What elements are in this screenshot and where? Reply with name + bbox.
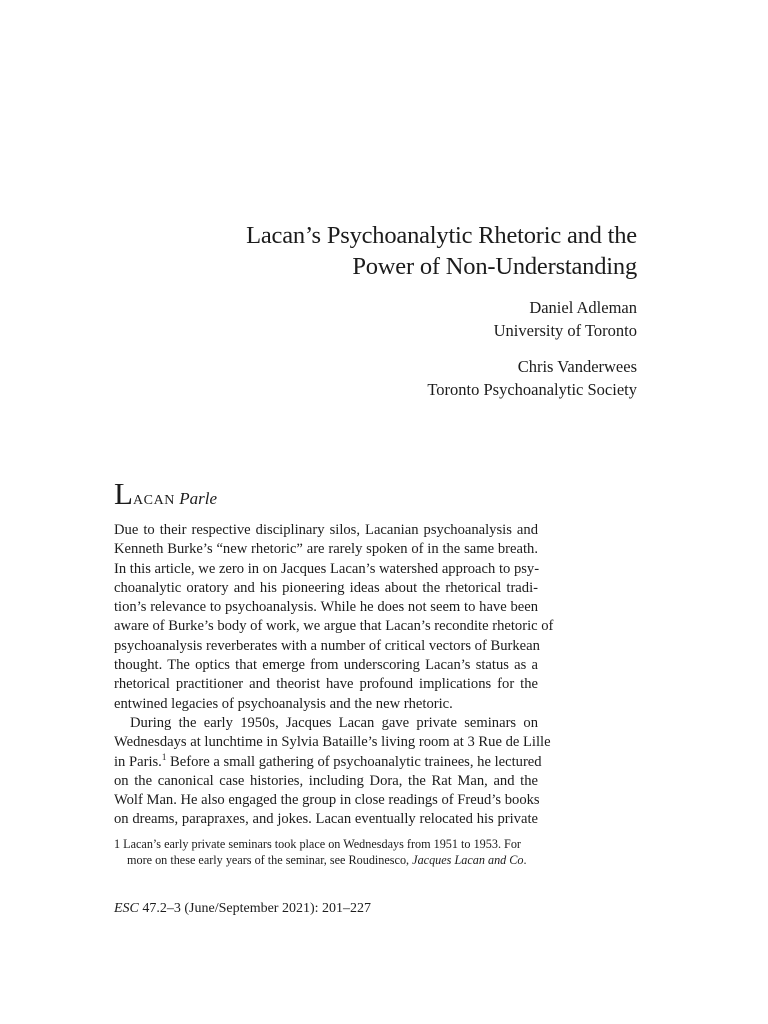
body-line: choanalytic oratory and his pioneering ideas about the rhetorical tradi- [114, 579, 538, 596]
author-affiliation: University of Toronto [493, 321, 637, 340]
body-line-text: in Paris. [114, 753, 162, 770]
body-line: on the canonical case histories, including Dora, the Rat Man, and the [114, 772, 538, 789]
body-line: Due to their respective disciplinary silos, Lacanian psychoanalysis and [114, 522, 538, 538]
section-heading-italic: Parle [179, 489, 218, 508]
body-line: aware of Burke’s body of work, we argue that Lacan’s recondite rhetoric of [114, 618, 554, 635]
paragraph-2 [114, 714, 551, 830]
author-affiliation: Toronto Psychoanalytic Society [427, 380, 637, 399]
body-line: psychoanalysis reverberates with a number of critical vectors of Burkean [114, 637, 540, 654]
body-line [114, 751, 542, 772]
body-text [114, 521, 554, 830]
article-title-line-1: Lacan’s Psychoanalytic Rhetoric and the [246, 222, 637, 249]
footnote-line: 1 Lacan’s early private seminars took place on Wednesdays from 1951 to 1953. For [114, 837, 521, 851]
article-header [180, 220, 637, 401]
section-heading-initial: L [114, 476, 133, 511]
body-line: rhetorical practitioner and theorist have profound implications for the [114, 676, 538, 693]
journal-name: ESC [114, 901, 139, 916]
footnote-book-title: Jacques Lacan and Co [412, 853, 524, 868]
author-1 [180, 296, 637, 342]
body-line: on dreams, parapraxes, and jokes. Lacan eventually relocated his private [114, 811, 538, 828]
paragraph-1 [114, 521, 554, 714]
article-title-line-2: Power of Non-Understanding [352, 253, 637, 280]
body-line: Wolf Man. He also engaged the group in close readings of Freud’s books [114, 792, 540, 809]
body-line: tion’s relevance to psychoanalysis. While he does not seem to have been [114, 599, 538, 616]
author-name: Daniel Adleman [529, 298, 637, 317]
footnote-line [114, 852, 538, 868]
section-heading [114, 478, 217, 517]
section-heading-smallcaps: ACAN [132, 493, 176, 508]
body-line: During the early 1950s, Jacques Lacan gave private seminars on [130, 714, 538, 731]
body-line: thought. The optics that emerge from underscoring Lacan’s status as a [114, 657, 538, 674]
footnote [114, 836, 538, 869]
author-name: Chris Vanderwees [517, 357, 637, 376]
footnote-text: more on these early years of the seminar, see Roudinesco, [127, 853, 413, 868]
footnote-marker[interactable]: 1 [161, 751, 167, 762]
footnote-text: . [523, 853, 527, 868]
body-line: In this article, we zero in on Jacques Lacan’s watershed approach to psy- [114, 560, 540, 577]
journal-citation [114, 900, 371, 918]
citation-details: 47.2–3 (June/September 2021): 201–227 [138, 901, 372, 916]
body-line: Wednesdays at lunchtime in Sylvia Bataille’s living room at 3 Rue de Lille [114, 734, 551, 751]
body-line: entwined legacies of psychoanalysis and the new rhetoric. [114, 695, 453, 712]
body-line: Kenneth Burke’s “new rhetoric” are rarely spoken of in the same breath. [114, 541, 538, 558]
body-line-text: Before a small gathering of psychoanalytic trainees, he lectured [166, 753, 542, 770]
author-2 [180, 355, 637, 401]
